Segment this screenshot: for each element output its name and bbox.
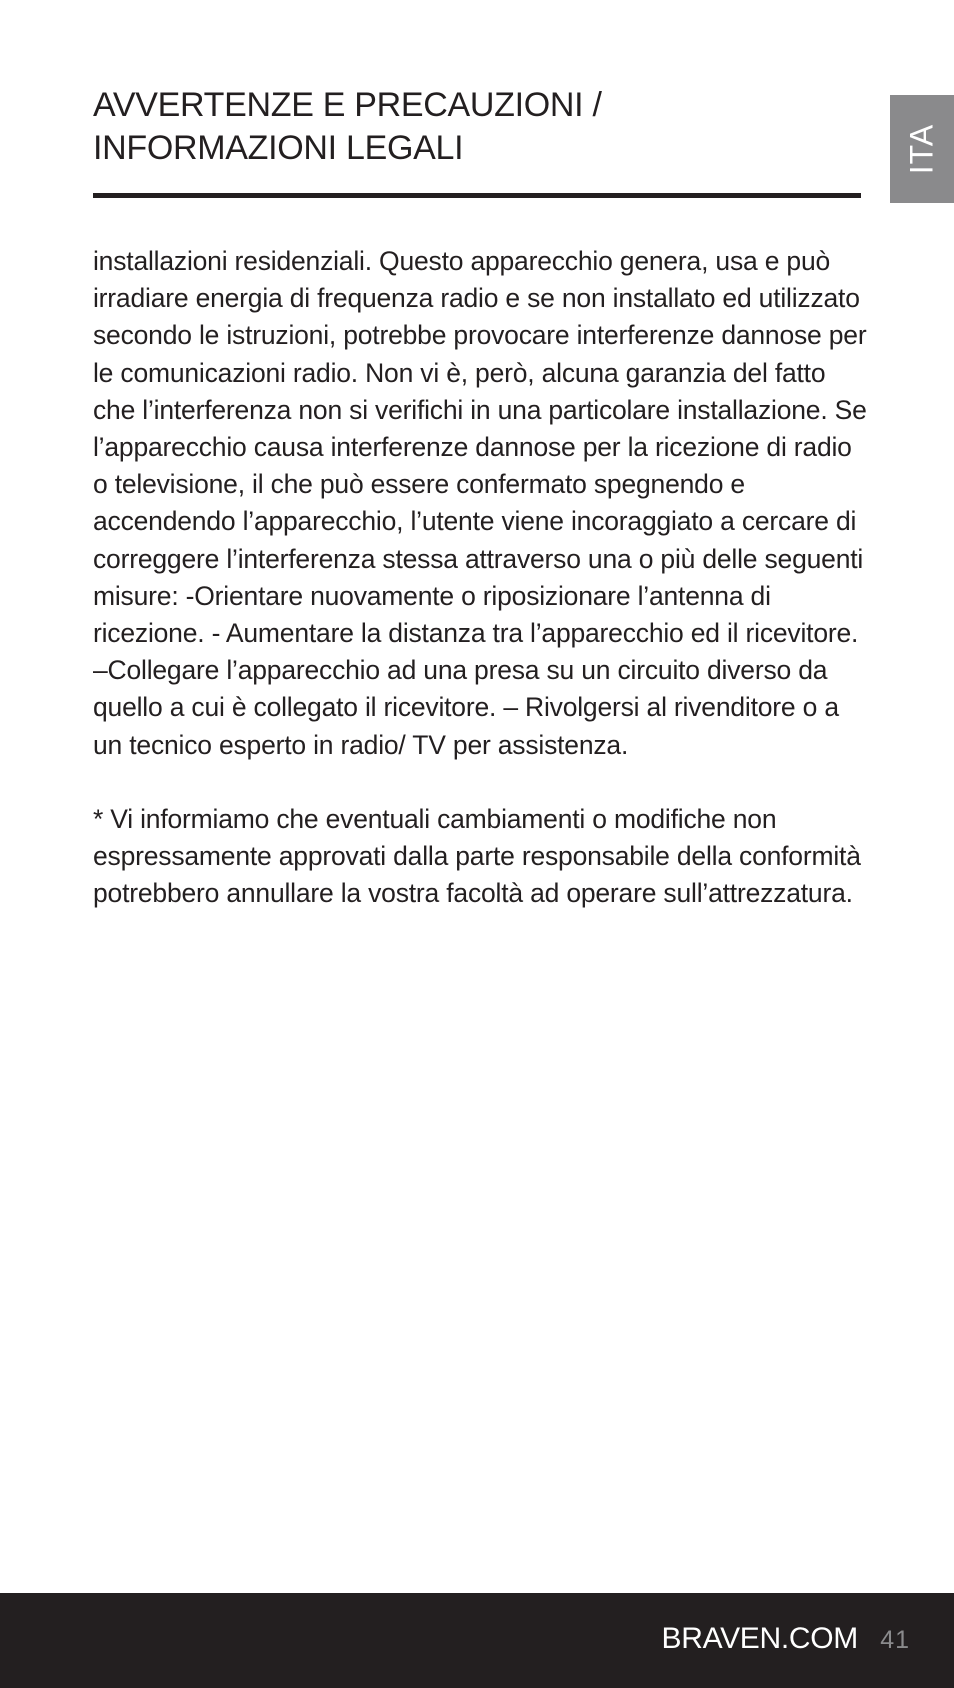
body-paragraph-2: * Vi informiamo che eventuali cambiamenti o modifiche non espressamente approvati dalla parte responsabile della conformità potrebbero annullare la vostra facoltà ad operare sull’attrezzatura. bbox=[93, 803, 861, 909]
page-footer bbox=[0, 1593, 954, 1688]
language-tab-label: ITA bbox=[903, 123, 940, 175]
page-title-line-2: INFORMAZIONI LEGALI bbox=[93, 129, 464, 167]
footer-website: BRAVEN.COM bbox=[661, 1622, 858, 1655]
page-title-line-1: AVVERTENZE E PRECAUZIONI / bbox=[93, 86, 602, 124]
title-divider bbox=[93, 193, 861, 198]
page-title bbox=[93, 84, 861, 170]
body-text bbox=[93, 243, 868, 912]
language-tab bbox=[890, 95, 954, 203]
body-paragraph-1: installazioni residenziali. Questo apparecchio genera, usa e può irradiare energia di frequenza radio e se non installato ed utilizzato secondo le istruzioni, potrebbe provocare interferenze dannose per le comunicazioni radio. Non vi è, però, alcuna garanzia del fatto che l’interferenza non si verifichi in una particolare installazione. Se l’apparecchio causa interferenze dannose per la ricezione di radio o televisione, il che può essere confermato spegnendo e accendendo l’apparecchio, l’utente viene incoraggiato a cercare di correggere l’interferenza stessa attraverso una o più delle seguenti misure: -Orientare nuovamente o riposizionare l’antenna di ricezione. - Aumentare la distanza tra l’apparecchio ed il ricevitore. –Collegare l’apparecchio ad una presa su un circuito diverso da quello a cui è collegato il ricevitore. – Rivolgersi al rivenditore o a un tecnico esperto in radio/ TV per assistenza. bbox=[93, 246, 867, 760]
page-number: 41 bbox=[880, 1626, 910, 1654]
page-header bbox=[93, 84, 861, 170]
